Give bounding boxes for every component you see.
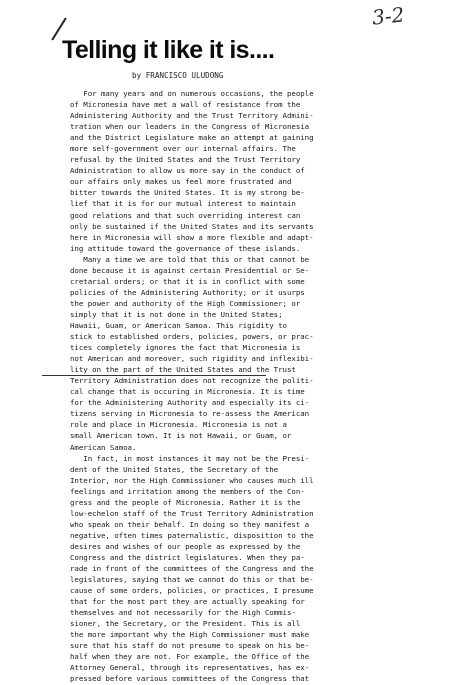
body-line: sioner, the Secretary, or the President. This is all	[70, 619, 301, 629]
body-line: low-echelon staff of the Trust Territory Administration	[70, 508, 314, 518]
margin-underline-mark	[42, 375, 72, 376]
body-line: not American and moreover, such rigidity and inflexibi-	[70, 354, 314, 364]
body-line: In fact, in most instances it may not be the Presi-	[70, 453, 310, 463]
body-line: pressed before various committees of the Congress that	[70, 674, 310, 684]
body-line: rade in front of the committees of the Congress and the	[70, 564, 314, 574]
body-line: dent of the United States, the Secretary of the	[70, 464, 279, 474]
body-line: simply that it is not done in the United States;	[70, 309, 283, 319]
body-line: tration when our leaders in the Congress of Micronesia	[70, 122, 310, 132]
body-line: Congress and the district legislatures. When they pa-	[70, 552, 305, 562]
body-line: tizens serving in Micronesia to re-assess the American	[70, 409, 310, 419]
body-line: Administration to allow us more say in the conduct of	[70, 166, 305, 176]
body-line: ing attitude toward the governance of these islands.	[70, 243, 301, 253]
body-line: themselves and not necessarily for the High Commis-	[70, 608, 296, 618]
body-line: American Samoa.	[70, 442, 137, 452]
body-line: Attorney General, through its representatives, has ex-	[70, 663, 310, 673]
article-title: Telling it like it is....	[62, 36, 275, 64]
body-line: cal change that is occuring in Micronesia. It is time	[70, 387, 305, 397]
body-line: Hawaii, Guam, or American Samoa. This rigidity to	[70, 320, 287, 330]
body-line: the power and authority of the High Commissioner; or	[70, 298, 301, 308]
body-line: here in Micronesia will show a more flexible and adapt-	[70, 232, 314, 242]
body-line: bitter towards the United States. It is my strong be-	[70, 188, 305, 198]
body-line: cretarial orders; or that it is in conflict with some	[70, 276, 305, 286]
body-line: stick to established orders, policies, powers, or prac-	[70, 332, 314, 342]
body-line: Territory Administration does not recognize the politi-	[70, 376, 314, 386]
body-line: and the District Legislature make an attempt at gaining	[70, 133, 314, 143]
body-line: cause of some orders, policies, or practices, I presume	[70, 586, 314, 596]
body-line: more self-government over our internal affairs. The	[70, 144, 296, 154]
article-body	[70, 88, 392, 685]
body-line: small American town. It is not Hawaii, or Guam, or	[70, 431, 292, 441]
body-line: for the Administering Authority and especially its ci-	[70, 398, 310, 408]
body-line: Administering Authority and the Trust Territory Admini-	[70, 111, 314, 121]
body-line: For many years and on numerous occasions, the people	[70, 89, 314, 98]
body-line: sure that his staff do not presume to speak on his be-	[70, 641, 310, 651]
body-line: half when they are not. For example, the Office of the	[70, 652, 310, 662]
body-line: that for the most part they are actually speaking for	[70, 597, 305, 607]
body-line: tices completely ignores the fact that Micronesia is	[70, 343, 301, 353]
body-line: lief that it is for our mutual interest to maintain	[70, 199, 296, 209]
body-line: our affairs only makes us feel more frustrated and	[70, 177, 292, 187]
body-line: refusal by the United States and the Trust Territory	[70, 155, 301, 165]
body-line: legislatures, saying that we cannot do this or that be-	[70, 575, 314, 585]
body-line: the more important why the High Commissioner must make	[70, 630, 310, 640]
body-line: feelings and irritation among the members of the Con-	[70, 486, 305, 496]
body-line: negative, often times paternalistic, disposition to the	[70, 530, 314, 540]
body-line: gress and the people of Micronesia. Rather it is the	[70, 497, 301, 507]
body-line: Interior, nor the High Commissioner who causes much ill	[70, 475, 314, 485]
body-line: desires and wishes of our people as expressed by the	[70, 541, 301, 551]
body-line: Many a time we are told that this or that cannot be	[70, 254, 310, 264]
body-line: lity on the part of the United States and the Trust	[70, 365, 296, 375]
body-line: good relations and that such overriding interest can	[70, 210, 301, 220]
body-line: done because it is against certain Presidential or Se-	[70, 265, 310, 275]
body-line: policies of the Administering Authority; or it usurps	[70, 287, 305, 297]
body-line: who speak on their behalf. In doing so they manifest a	[70, 519, 310, 529]
byline: by FRANCISCO ULUDONG	[132, 71, 224, 80]
body-line: role and place in Micronesia. Micronesia is not a	[70, 420, 287, 430]
body-line: only be sustained if the United States and its servants	[70, 221, 314, 231]
body-line: of Micronesia have met a wall of resistance from the	[70, 100, 301, 110]
page-number-mark: 3-2	[370, 2, 406, 30]
